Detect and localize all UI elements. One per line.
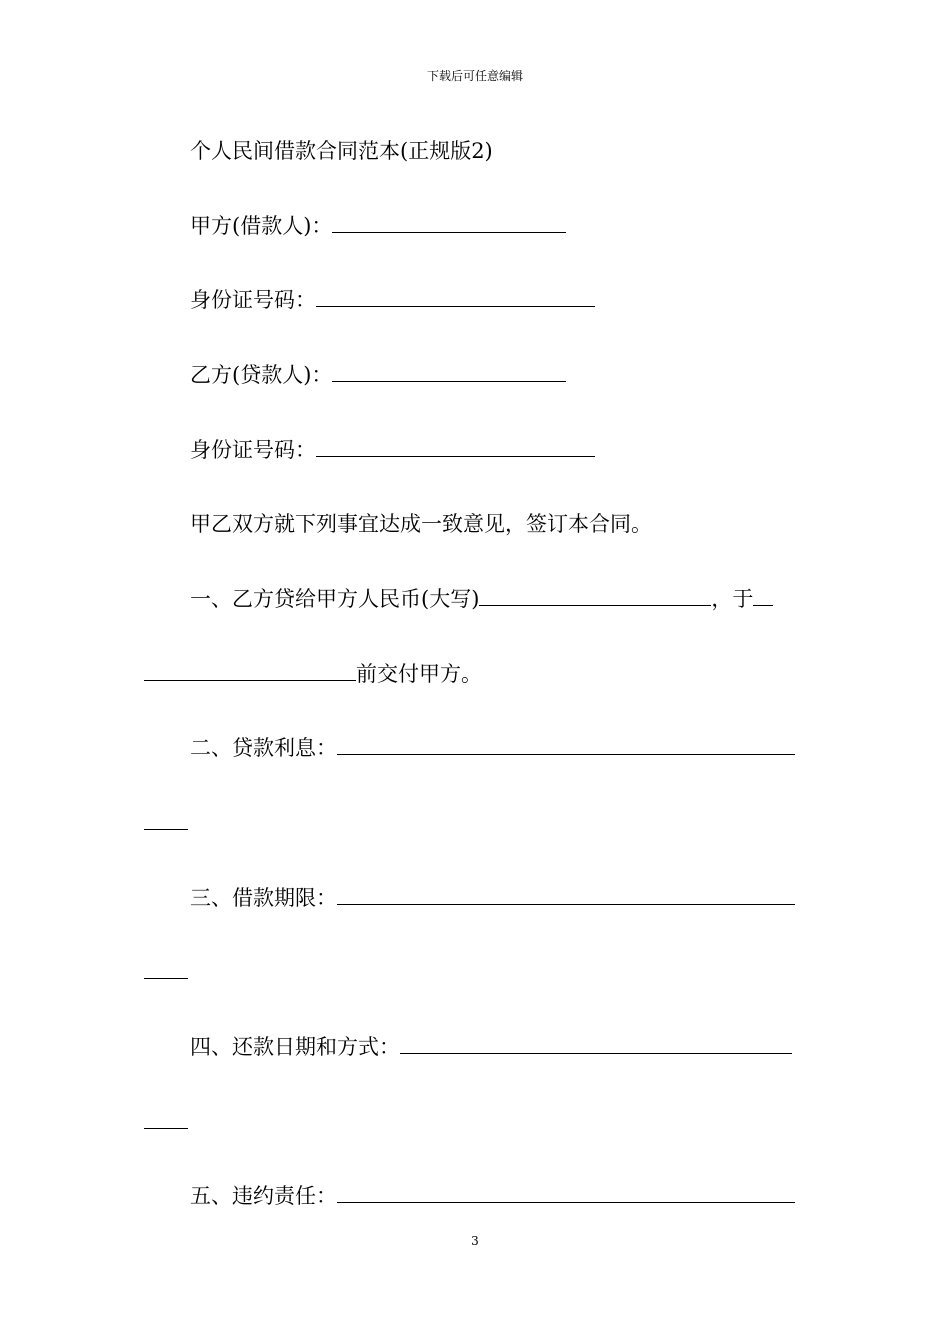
document-title bbox=[144, 136, 852, 166]
id-number-b-line bbox=[144, 435, 852, 465]
clause-1-mid: ，于 bbox=[711, 587, 754, 611]
party-a-blank bbox=[332, 212, 566, 233]
agreement-line bbox=[144, 509, 852, 539]
clause-2-blank bbox=[337, 734, 795, 755]
page-number: 3 bbox=[471, 1234, 479, 1248]
clause-5-label: 五、违约责任： bbox=[190, 1184, 337, 1208]
party-b-label: 乙方(贷款人)： bbox=[190, 363, 333, 387]
party-b-line bbox=[144, 360, 852, 390]
party-b-blank bbox=[332, 361, 566, 382]
title-text: 个人民间借款合同范本(正规版2) bbox=[190, 139, 493, 163]
id-number-b-blank bbox=[316, 436, 595, 457]
clause-2-line bbox=[144, 733, 852, 763]
clause-4-blank bbox=[400, 1033, 792, 1054]
clause-1-continuation bbox=[144, 659, 806, 689]
id-number-a-label: 身份证号码： bbox=[190, 288, 316, 312]
clause-1-end: 前交付甲方。 bbox=[356, 662, 482, 686]
clause-3-blank-end bbox=[144, 958, 188, 979]
clause-3-line bbox=[144, 883, 852, 913]
clause-3-label: 三、借款期限： bbox=[190, 886, 337, 910]
clause-4-blank-end bbox=[144, 1108, 188, 1129]
clause-1-start: 一、乙方贷给甲方人民币(大写) bbox=[190, 587, 480, 611]
clause-5-line bbox=[144, 1181, 852, 1211]
party-a-label: 甲方(借款人)： bbox=[190, 214, 333, 238]
id-number-b-label: 身份证号码： bbox=[190, 438, 316, 462]
clause-3-continuation bbox=[144, 957, 806, 987]
clause-2-blank-end bbox=[144, 809, 188, 830]
id-number-a-blank bbox=[316, 286, 595, 307]
clause-4-label: 四、还款日期和方式： bbox=[190, 1035, 400, 1059]
clause-4-continuation bbox=[144, 1107, 806, 1137]
clause-2-continuation bbox=[144, 808, 806, 838]
party-a-line bbox=[144, 211, 852, 241]
page-header: 下载后可任意编辑 bbox=[426, 69, 523, 83]
clause-5-blank bbox=[337, 1182, 795, 1203]
clause-1-date-blank-start bbox=[753, 585, 773, 606]
clause-1-date-blank bbox=[144, 660, 356, 681]
clause-1-amount-blank bbox=[479, 585, 711, 606]
agreement-text: 甲乙双方就下列事宜达成一致意见，签订本合同。 bbox=[190, 512, 652, 536]
clause-4-line bbox=[144, 1032, 852, 1062]
id-number-a-line bbox=[144, 285, 852, 315]
clause-2-label: 二、贷款利息： bbox=[190, 736, 337, 760]
clause-1-line bbox=[144, 584, 852, 614]
clause-3-blank bbox=[337, 884, 795, 905]
